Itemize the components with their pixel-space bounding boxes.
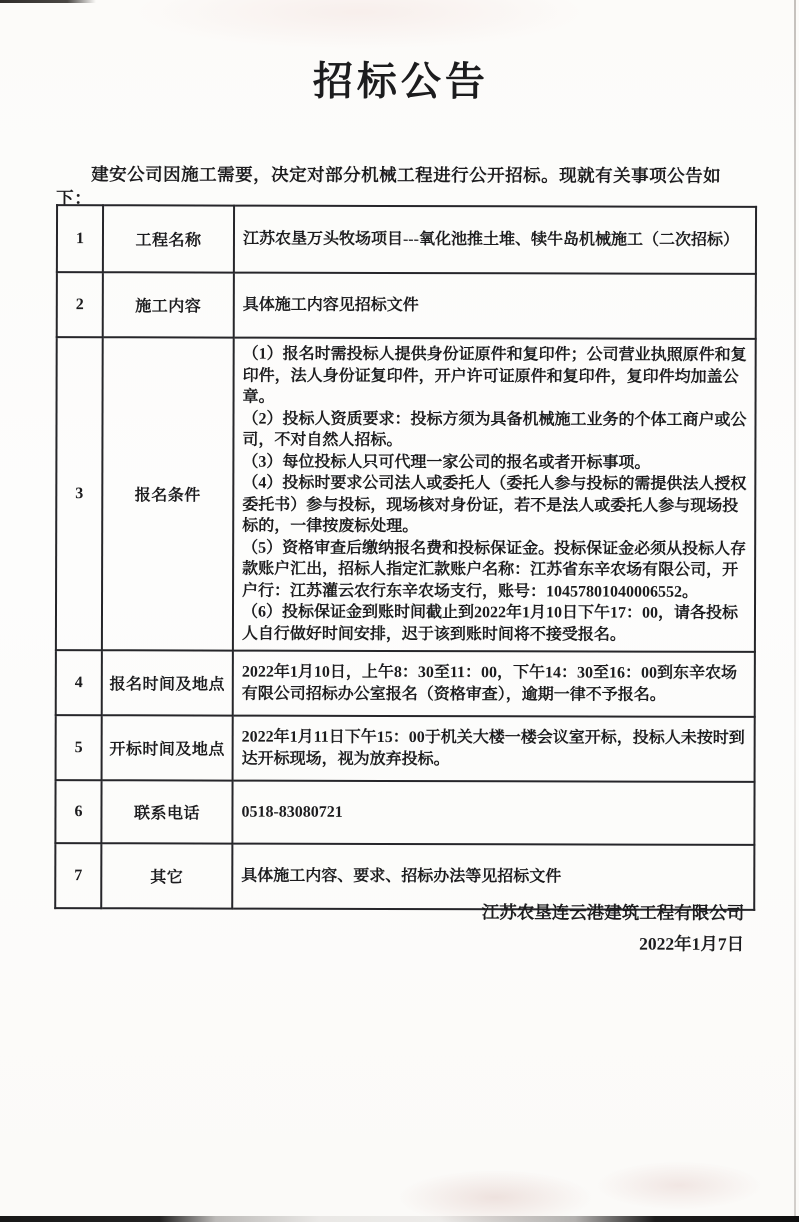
row-label-cell: 报名时间及地点 [102,650,233,715]
row-content-cell: 具体施工内容、要求、招标办法等见招标文件 [232,844,754,910]
announcement-table [54,204,757,911]
scan-edge-bottom [0,1216,799,1222]
signature-date: 2022年1月7日 [639,933,745,954]
scan-edge-top [0,0,96,3]
row-number-cell: 1 [57,205,103,272]
row-label-cell: 开标时间及地点 [102,715,233,780]
row-content-cell: 江苏农垦万头牧场项目---氧化池推土堆、犊牛岛机械施工（二次招标） [234,206,756,274]
row-number-cell: 7 [55,843,101,908]
row-number-cell: 3 [56,337,103,650]
table-row [55,780,754,845]
row-label-cell: 施工内容 [103,272,234,337]
row-content-cell: 0518-83080721 [232,781,754,845]
row-content-cell: （1）报名时需投标人提供身份证原件和复印件；公司营业执照原件和复印件，法人身份证复印件，开户许可证原件和复印件，复印件均加盖公章。 （2）投标人资质要求：投标方须为具备机械施工业务的个体工商户或公司，不对自然人招标。 （3）每位投标人只可代理一家公司的报名或者开标事项。 （4）投标时要求公司法人或委托人（委托人参与投标的需提供法人授权委托书）参与投标，现场核对身份证，若不是法人或委托人参与现场投标的，一律按废标处理。 （5）资格审查后缴纳报名费和投标保证金。投标保证金必须从投标人存款账户汇出，招标人指定汇款账户名称：江苏省东辛农场有限公司，开户行：江苏灌云农行东辛农场支行，账号：10457801040006552。 （6）投标保证金到账时间截止到2022年1月10日下午17：00，请各投标人自行做好时间安排，迟于该到账时间将不接受报名。 [233,338,756,652]
announcement-table-body [55,205,756,910]
table-row [56,337,756,652]
row-label-cell: 其它 [101,843,232,908]
table-row [57,272,756,339]
row-number-cell: 2 [57,272,103,337]
table-row [57,205,756,274]
row-number-cell: 5 [56,715,102,780]
page-title: 招标公告 [312,58,489,105]
intro-paragraph: 建安公司因施工需要，决定对部分机械工程进行公开招标。现就有关事项公告如下： [56,164,722,209]
signature-block [482,897,745,960]
row-label-cell: 工程名称 [103,205,234,272]
row-content-cell: 2022年1月11日下午15：00于机关大楼一楼会议室开标，投标人未按时到达开标现场，视为放弃投标。 [233,716,755,782]
row-number-cell: 6 [55,780,101,843]
signature-company: 江苏农垦连云港建筑工程有限公司 [481,902,745,923]
row-number-cell: 4 [56,650,102,715]
row-content-cell: 2022年1月10日，上午8：30至11：00，下午14：30至16：00到东辛农场有限公司招标办公室报名（资格审查），逾期一律不予报名。 [233,651,755,717]
row-label-cell: 联系电话 [101,780,232,843]
row-content-cell: 具体施工内容见招标文件 [234,273,756,339]
table-row [56,650,755,717]
row-label-cell: 报名条件 [102,337,234,650]
scan-edge-right [794,0,796,1222]
table-row [56,715,755,782]
